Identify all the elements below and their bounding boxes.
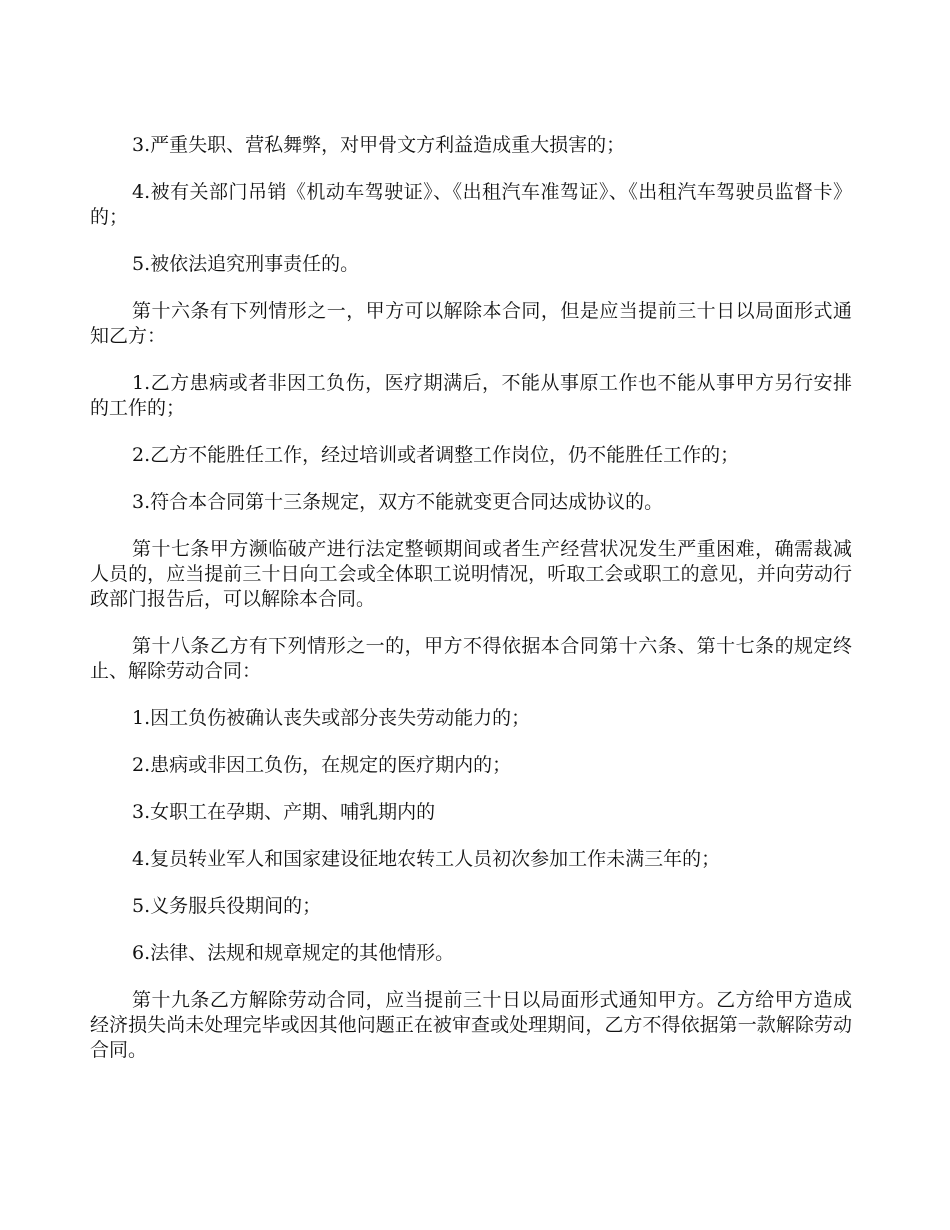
paragraph-item-3-duty: 3.严重失职、营私舞弊，对甲骨文方利益造成重大损害的； [132, 134, 626, 156]
paragraph-article-18-item-2: 2.患病或非因工负伤，在规定的医疗期内的； [132, 754, 512, 776]
paragraph-item-5-criminal: 5.被依法追究刑事责任的。 [132, 253, 360, 275]
paragraph-article-18: 第十八条乙方有下列情形之一的，甲方不得依据本合同第十六条、第十七条的规定终止、解除劳动合同： [90, 635, 852, 682]
paragraph-article-16-item-3: 3.符合本合同第十三条规定，双方不能就变更合同达成协议的。 [132, 491, 664, 513]
document-body [90, 133, 852, 1085]
paragraph-article-16-item-1: 1.乙方患病或者非因工负伤，医疗期满后，不能从事原工作也不能从事甲方另行安排的工作的； [90, 372, 852, 419]
paragraph-article-19: 第十九条乙方解除劳动合同，应当提前三十日以局面形式通知甲方。乙方给甲方造成经济损失尚未处理完毕或因其他问题正在被审查或处理期间，乙方不得依据第一款解除劳动合同。 [90, 989, 852, 1061]
paragraph-article-18-item-5: 5.义务服兵役期间的； [132, 895, 322, 917]
paragraph-item-4-license: 4.被有关部门吊销《机动车驾驶证》、《出租汽车准驾证》、《出租汽车驾驶员监督卡》的； [90, 181, 852, 228]
paragraph-article-16-item-2: 2.乙方不能胜任工作，经过培训或者调整工作岗位，仍不能胜任工作的； [132, 444, 740, 466]
paragraph-article-18-item-1: 1.因工负伤被确认丧失或部分丧失劳动能力的； [132, 707, 531, 729]
paragraph-article-18-item-3: 3.女职工在孕期、产期、哺乳期内的 [132, 801, 436, 823]
paragraph-article-18-item-4: 4.复员转业军人和国家建设征地农转工人员初次参加工作未满三年的； [132, 848, 721, 870]
paragraph-article-16: 第十六条有下列情形之一，甲方可以解除本合同，但是应当提前三十日以局面形式通知乙方： [90, 300, 852, 347]
paragraph-article-17: 第十七条甲方濒临破产进行法定整顿期间或者生产经营状况发生严重困难，确需裁减人员的，应当提前三十日向工会或全体职工说明情况，听取工会或职工的意见，并向劳动行政部门报告后，可以解除本合同。 [90, 538, 852, 610]
paragraph-article-18-item-6: 6.法律、法规和规章规定的其他情形。 [132, 942, 455, 964]
